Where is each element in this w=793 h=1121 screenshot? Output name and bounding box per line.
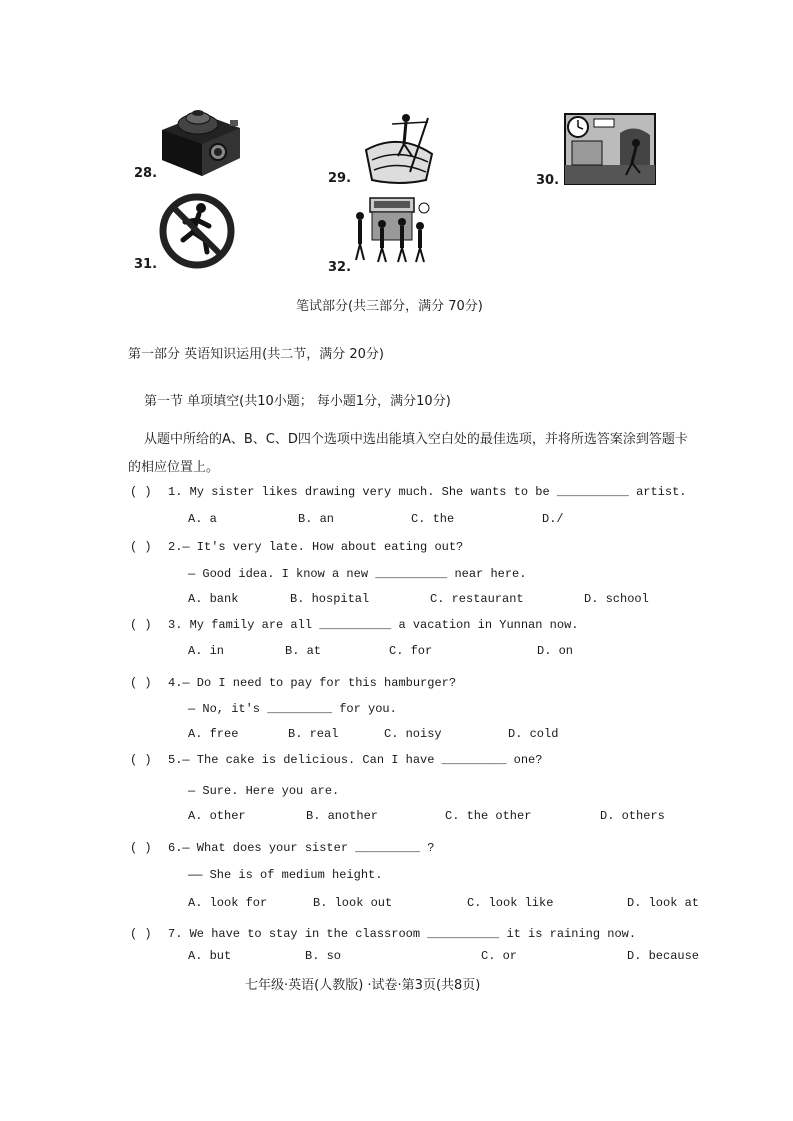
picture-number-30: 30. xyxy=(536,173,560,188)
question-2 xyxy=(130,540,463,558)
question-reply: — Good idea. I know a new __________ near here. xyxy=(188,567,527,581)
written-part-title: 笔试部分(共三部分，满分 70分) xyxy=(296,299,483,314)
question-3 xyxy=(130,618,578,636)
answer-blank[interactable]: ( ) xyxy=(130,927,152,941)
picture-28-camera xyxy=(158,100,244,178)
option-d: D./ xyxy=(542,512,564,526)
option-d: D. on xyxy=(537,644,574,658)
answer-blank[interactable]: ( ) xyxy=(130,753,152,767)
question-reply: — No, it's _________ for you. xyxy=(188,702,397,716)
clock-street-icon xyxy=(564,113,656,185)
option-a: A. but xyxy=(188,949,232,963)
option-c: C. or xyxy=(481,949,518,963)
question-1 xyxy=(130,485,686,503)
option-b: B. real xyxy=(288,727,339,741)
option-a: A. in xyxy=(188,644,225,658)
question-stem: 1. My sister likes drawing very much. She wants to be __________ artist. xyxy=(168,485,687,499)
instructions-line-1: 从题中所给的A、B、C、D四个选项中选出能填入空白处的最佳选项，并将所选答案涂到答题卡 xyxy=(144,432,688,447)
option-b: B. hospital xyxy=(290,592,370,606)
people-sign-icon xyxy=(350,196,434,264)
answer-blank[interactable]: ( ) xyxy=(130,676,152,690)
option-a: A. look for xyxy=(188,896,268,910)
picture-number-32: 32. xyxy=(328,260,352,275)
option-a: A. a xyxy=(188,512,217,526)
question-5 xyxy=(130,753,542,771)
camera-icon xyxy=(158,100,244,178)
boat-icon xyxy=(362,110,436,186)
answer-blank[interactable]: ( ) xyxy=(130,540,152,554)
question-4 xyxy=(130,676,456,694)
question-stem: 6.— What does your sister _________ ? xyxy=(168,841,435,855)
answer-blank[interactable]: ( ) xyxy=(130,841,152,855)
option-d: D. others xyxy=(600,809,665,823)
no-running-icon xyxy=(157,192,237,270)
section1-title: 第一节 单项填空(共10小题； 每小题1分，满分10分) xyxy=(144,394,451,409)
answer-blank[interactable]: ( ) xyxy=(130,618,152,632)
option-c: C. restaurant xyxy=(430,592,524,606)
option-a: A. free xyxy=(188,727,239,741)
option-b: B. an xyxy=(298,512,335,526)
option-d: D. school xyxy=(584,592,649,606)
picture-32-people xyxy=(350,196,434,264)
question-stem: 3. My family are all __________ a vacation in Yunnan now. xyxy=(168,618,579,632)
picture-29-boat xyxy=(362,110,436,186)
question-reply: — Sure. Here you are. xyxy=(188,784,340,798)
option-d: D. look at xyxy=(627,896,700,910)
question-6 xyxy=(130,841,434,859)
option-d: D. because xyxy=(627,949,700,963)
answer-blank[interactable]: ( ) xyxy=(130,485,152,499)
page-footer: 七年级·英语(人教版) ·试卷·第3页(共8页) xyxy=(245,978,481,993)
question-reply: —— She is of medium height. xyxy=(188,868,383,882)
picture-31-no-running xyxy=(157,192,237,270)
option-b: B. at xyxy=(285,644,322,658)
option-b: B. another xyxy=(306,809,379,823)
option-b: B. so xyxy=(305,949,342,963)
picture-number-29: 29. xyxy=(328,171,352,186)
picture-30-street xyxy=(564,113,656,185)
question-stem: 4.— Do I need to pay for this hamburger? xyxy=(168,676,457,690)
question-7 xyxy=(130,927,636,945)
option-a: A. other xyxy=(188,809,246,823)
option-b: B. look out xyxy=(313,896,393,910)
picture-number-28: 28. xyxy=(134,166,158,181)
option-c: C. look like xyxy=(467,896,554,910)
option-c: C. noisy xyxy=(384,727,442,741)
instructions-line-2: 的相应位置上。 xyxy=(128,460,220,475)
option-a: A. bank xyxy=(188,592,239,606)
option-c: C. the other xyxy=(445,809,532,823)
question-stem: 7. We have to stay in the classroom __________ it is raining now. xyxy=(168,927,637,941)
option-c: C. for xyxy=(389,644,433,658)
question-stem: 5.— The cake is delicious. Can I have _________ one? xyxy=(168,753,543,767)
option-d: D. cold xyxy=(508,727,559,741)
picture-number-31: 31. xyxy=(134,257,158,272)
part1-title: 第一部分 英语知识运用(共二节，满分 20分) xyxy=(128,347,384,362)
question-stem: 2.— It's very late. How about eating out? xyxy=(168,540,464,554)
option-c: C. the xyxy=(411,512,455,526)
